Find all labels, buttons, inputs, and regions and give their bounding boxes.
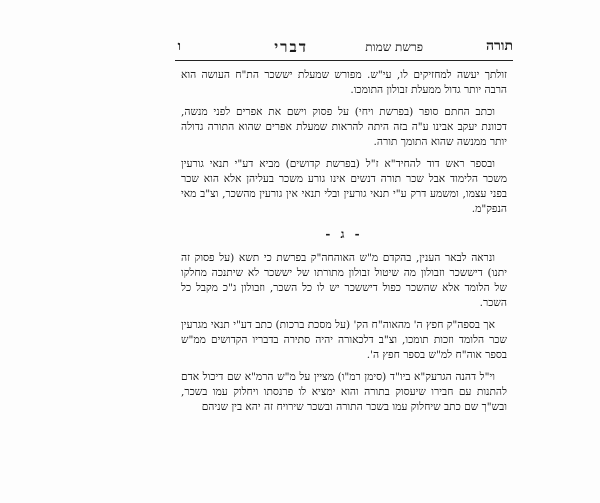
header-work-title: דברי: [274, 38, 308, 56]
page-body: [181, 68, 507, 422]
paragraph: ובספר ראש דוד להחיד"א ז"ל (בפרשת קדושים) מביא דע"י תנאי גורעין משכר הלימוד אבל שכר תורה דנשים אינו גורע משכר בעליהן אלא הוא שכר בפני עצמו, ומשמע דרק ע"י תנאי גורעין ובלי תנאי אין גורעין מהשכר, וצ"ב מאי הנפק"מ.: [181, 158, 507, 215]
header-page-number: ו: [177, 39, 181, 54]
header-parsha: פרשת שמות: [365, 40, 423, 54]
paragraph: אך בספה"ק חפץ ה' מהאוה"ח הק' (על מסכת ברכות) כתב דע"י תנאי מגרעין שכר הלומד וזכות תומכו, וצ"ב דלכאורה יהיה סתירה בדבריו הקדושים ממ"ש בספר אוה"ח למ"ש בספר חפץ ה'.: [181, 319, 507, 361]
paragraph: ונראה לבאר הענין, בהקדם מ"ש האוהחה"ק בפרשת כי תשא (על פסוק זה יתנו) דיששכר וזבולון מה שיטול זבולון מתורתו של יששכר לא שיתנכה מחלקו של הלומד אלא שהשכר כפול דיששכר יש לו כל השכר, וזבולון ג"כ מקבל כל השכר.: [181, 252, 507, 309]
header-rule: [175, 60, 513, 61]
paragraph: וכתב החתם סופר (בפרשת ויחי) על פסוק וישם את אפרים לפני מנשה, דכוונת יעקב אבינו ע"ה בזה היתה להראות שמעלת אפרים שהוא התורה גדולה יותר ממנשה שהוא התומך תורה.: [181, 106, 507, 148]
paragraph: זולתך יעשה למחזיקים לו, עי"ש. מפורש שמעלת יששכר הת"ח העושה הוא הרבה יותר גדול ממעלת זבולון התומכו.: [181, 69, 507, 96]
paragraph: וי"ל דהנה הגרעק"א ביו"ד (סימן רמ"ו) מציין על מ"ש הרמ"א שם דיכול אדם להתנות עם חבירו שיעסוק בתורה והוא ימציא לו פרנסתו ויחלוק עמו בשכר, ובש"ך שם כתב שיחלוק עמו בשכר התורה ובשכר שירויח זה יהא בין שניהם: [181, 371, 507, 413]
page-header: [175, 38, 513, 58]
section-marker: - ג -: [325, 227, 363, 241]
header-book-title: תורה: [485, 38, 513, 54]
